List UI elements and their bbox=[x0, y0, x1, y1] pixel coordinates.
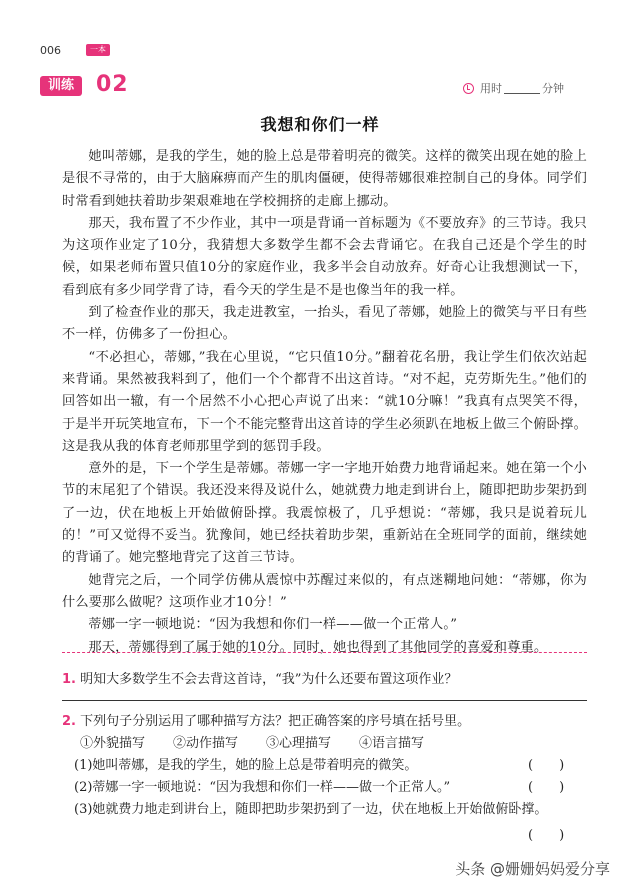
paragraph: 到了检查作业的那天，我走进教室，一抬头，看见了蒂娜，她脸上的微笑与平日有些不一样，仿佛多了一份担心。 bbox=[62, 305, 587, 343]
answer-parentheses[interactable]: ( ) bbox=[528, 780, 565, 795]
time-box bbox=[463, 80, 564, 96]
paragraph: 那天，我布置了不少作业，其中一项是背诵一首标题为《不要放弃》的三节诗。我只为这项作业定了10分，我猜想大多数学生都不会去背诵它。在我自己还是个学生的时候，如果老师布置只值10分的家庭作业，我多半会自动放弃。好奇心让我想测试一下，看到底有多少同学背了诗，看今天的学生是不是也像当年的我一样。 bbox=[62, 215, 587, 298]
sub-question-1: (1)她叫蒂娜，是我的学生，她的脸上总是带着明亮的微笑。 bbox=[74, 758, 418, 773]
answer-parentheses[interactable]: ( ) bbox=[528, 758, 565, 773]
question-number: 1. bbox=[62, 672, 76, 687]
sub-question-3: (3)她就费力地走到讲台上，随即把助步架扔到了一边，伏在地板上开始做俯卧撑。 bbox=[74, 802, 548, 817]
training-number: 02 bbox=[96, 72, 129, 97]
paragraph: 蒂娜一字一顿地说：“因为我想和你们一样——做一个正常人。” bbox=[88, 617, 458, 633]
question-2 bbox=[62, 710, 587, 729]
section-divider bbox=[62, 652, 587, 653]
training-label: 训练 bbox=[40, 76, 82, 96]
paragraph: 她叫蒂娜，是我的学生，她的脸上总是带着明亮的微笑。这样的微笑出现在她的脸上是很不寻常的，由于大脑麻痹而产生的肌肉僵硬，使得蒂娜很难控制自己的身体。同学们时常看到她扶着助步架艰难地在学校拥挤的走廊上挪动。 bbox=[62, 149, 587, 209]
article-title: 我想和你们一样 bbox=[260, 115, 380, 134]
watermark: 头条 @姗姗妈妈爱分享 bbox=[455, 860, 610, 878]
page-number: 006 bbox=[40, 44, 61, 57]
option-list bbox=[80, 732, 452, 751]
time-blank[interactable] bbox=[504, 82, 540, 94]
grade-badge: 一本 bbox=[86, 44, 110, 56]
option: ①外貌描写 bbox=[80, 736, 146, 751]
option: ③心理描写 bbox=[266, 736, 332, 751]
sub-question-2: (2)蒂娜一字一顿地说：“因为我想和你们一样——做一个正常人。” bbox=[74, 780, 451, 795]
paragraph: 她背完之后，一个同学仿佛从震惊中苏醒过来似的，有点迷糊地问她：“蒂娜，你为什么要那么做呢？这项作业才10分！” bbox=[62, 572, 587, 610]
answer-parentheses[interactable]: ( ) bbox=[528, 828, 565, 843]
question-text: 下列句子分别运用了哪种描写方法？把正确答案的序号填在括号里。 bbox=[80, 714, 471, 729]
time-suffix: 分钟 bbox=[542, 82, 564, 95]
question-1 bbox=[62, 668, 587, 687]
paragraph: “不必担心，蒂娜，”我在心里说，“它只值10分。”翻着花名册，我让学生们依次站起来背诵。果然被我料到了，他们一个个都背不出这首诗。“对不起，克劳斯先生。”他们的回答如出一辙，有一个居然不小心把心声说了出来：“就10分嘛！”我真有点哭笑不得，于是半开玩笑地宣布，下一个不能完整背出这首诗的学生必须趴在地板上做三个俯卧撑。这是我从我的体育老师那里学到的惩罚手段。 bbox=[62, 349, 587, 454]
article-body bbox=[62, 146, 587, 659]
time-prefix: 用时 bbox=[480, 82, 502, 95]
question-number: 2. bbox=[62, 714, 76, 729]
clock-icon bbox=[463, 83, 474, 94]
option: ④语言描写 bbox=[359, 736, 425, 751]
answer-line[interactable] bbox=[62, 700, 587, 701]
question-text: 明知大多数学生不会去背这首诗，“我”为什么还要布置这项作业？ bbox=[80, 672, 458, 687]
option: ②动作描写 bbox=[173, 736, 239, 751]
paragraph: 那天，蒂娜得到了属于她的10分。同时，她也得到了其他同学的喜爱和尊重。 bbox=[88, 639, 548, 655]
paragraph: 意外的是，下一个学生是蒂娜。蒂娜一字一字地开始费力地背诵起来。她在第一个小节的末尾犯了个错误。我还没来得及说什么，她就费力地走到讲台上，随即把助步架扔到了一边，伏在地板上开始做俯卧撑。我震惊极了，几乎想说：“蒂娜，我只是说着玩儿的！”可又觉得不妥当。犹豫间，她已经扶着助步架，重新站在全班同学的面前，继续她的背诵了。她完整地背完了这首三节诗。 bbox=[62, 461, 587, 566]
